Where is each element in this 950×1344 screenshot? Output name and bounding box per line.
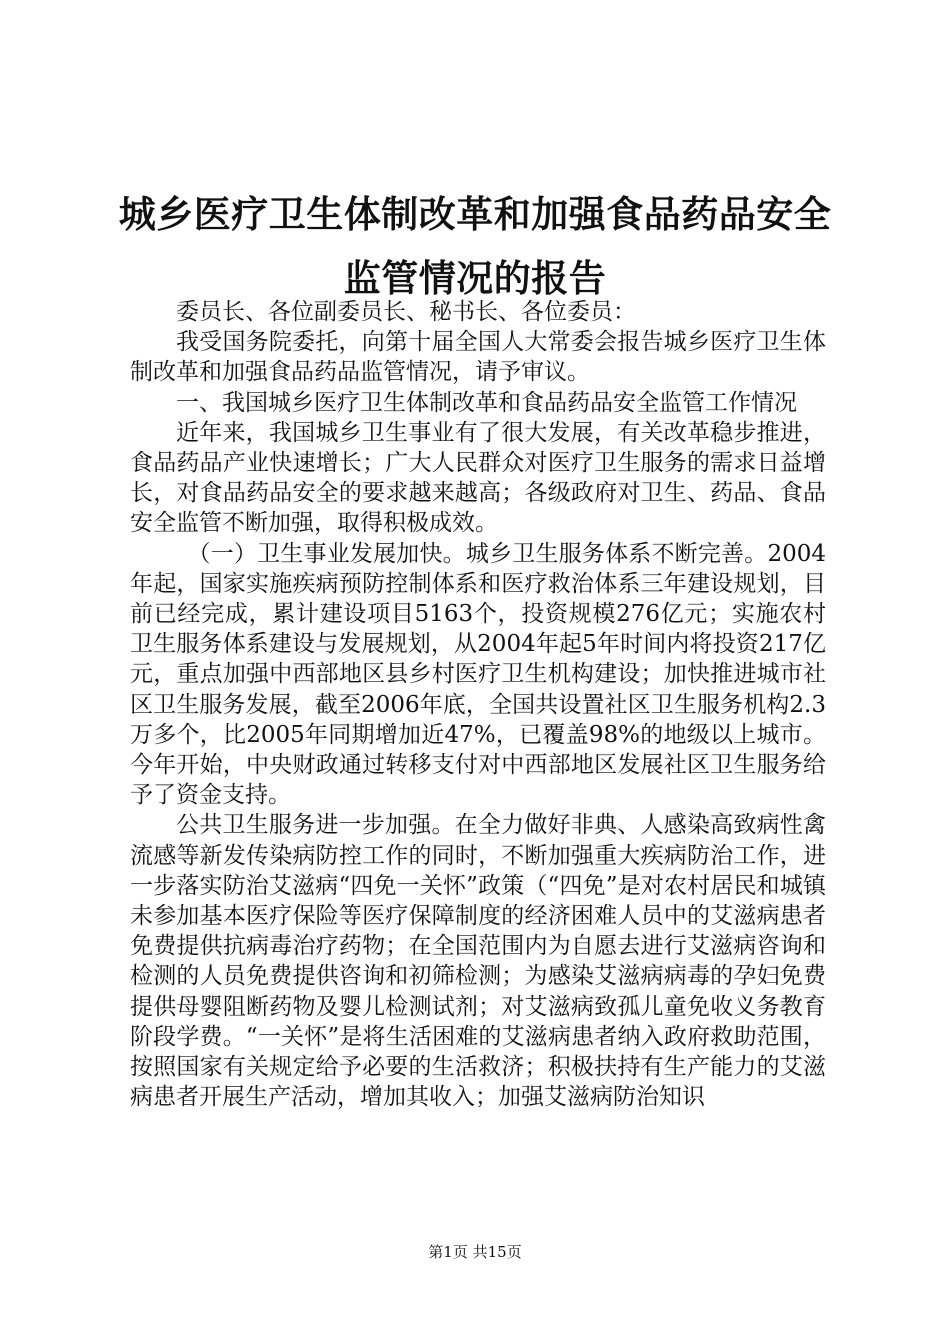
public-health-paragraph: 公共卫生服务进一步加强。在全力做好非典、人感染高致病性禽流感等新发传染病防控工作的同时，不断加强重大疾病防治工作，进一步落实防治艾滋病“四免一关怀”政策（“四免”是对农村居民和城镇未参加基本医疗保险等医疗保障制度的经济困难人员中的艾滋病患者免费提供抗病毒治疗药物；在全国范围内为自愿去进行艾滋病咨询和检测的人员免费提供咨询和初筛检测；为感染艾滋病病毒的孕妇免费提供母婴阻断药物及婴儿检测试剂；对艾滋病致孤儿童免收义务教育阶段学费。“一关怀”是将生活困难的艾滋病患者纳入政府救助范围，按照国家有关规定给予必要的生活救济；积极扶持有生产能力的艾滋病患者开展生产活动，增加其收入；加强艾滋病防治知识 (130, 812, 826, 1111)
salutation-paragraph: 委员长、各位副委员长、秘书长、各位委员： (176, 299, 636, 325)
overview-paragraph: 近年来，我国城乡卫生事业有了很大发展，有关改革稳步推进，食品药品产业快速增长；广大人民群众对医疗卫生服务的需求日益增长，对食品药品安全的要求越来越高；各级政府对卫生、药品、食品安全监管不断加强，取得积极成效。 (130, 419, 826, 537)
section-heading: 一、我国城乡医疗卫生体制改革和食品药品安全监管工作情况 (176, 389, 797, 416)
document-body (130, 297, 826, 1112)
page-number-footer: 第1页 共15页 (428, 1243, 522, 1261)
document-title: 城乡医疗卫生体制改革和加强食品药品安全监管情况的报告 (118, 192, 832, 300)
health-development-paragraph: （一）卫生事业发展加快。城乡卫生服务体系不断完善。2004年起，国家实施疾病预防控制体系和医疗救治体系三年建设规划，目前已经完成，累计建设项目5163个，投资规模276亿元；实施农村卫生服务体系建设与发展规划，从2004年起5年时间内将投资217亿元，重点加强中西部地区县乡村医疗卫生机构建设；加快推进城市社区卫生服务发展，截至2006年底，全国共设置社区卫生服务机构2.3万多个，比2005年同期增加近47%，已覆盖98%的地级以上城市。今年开始，中央财政通过转移支付对中西部地区发展社区卫生服务给予了资金支持。 (130, 540, 826, 809)
intro-paragraph: 我受国务院委托，向第十届全国人大常委会报告城乡医疗卫生体制改革和加强食品药品监管情况，请予审议。 (130, 329, 826, 386)
